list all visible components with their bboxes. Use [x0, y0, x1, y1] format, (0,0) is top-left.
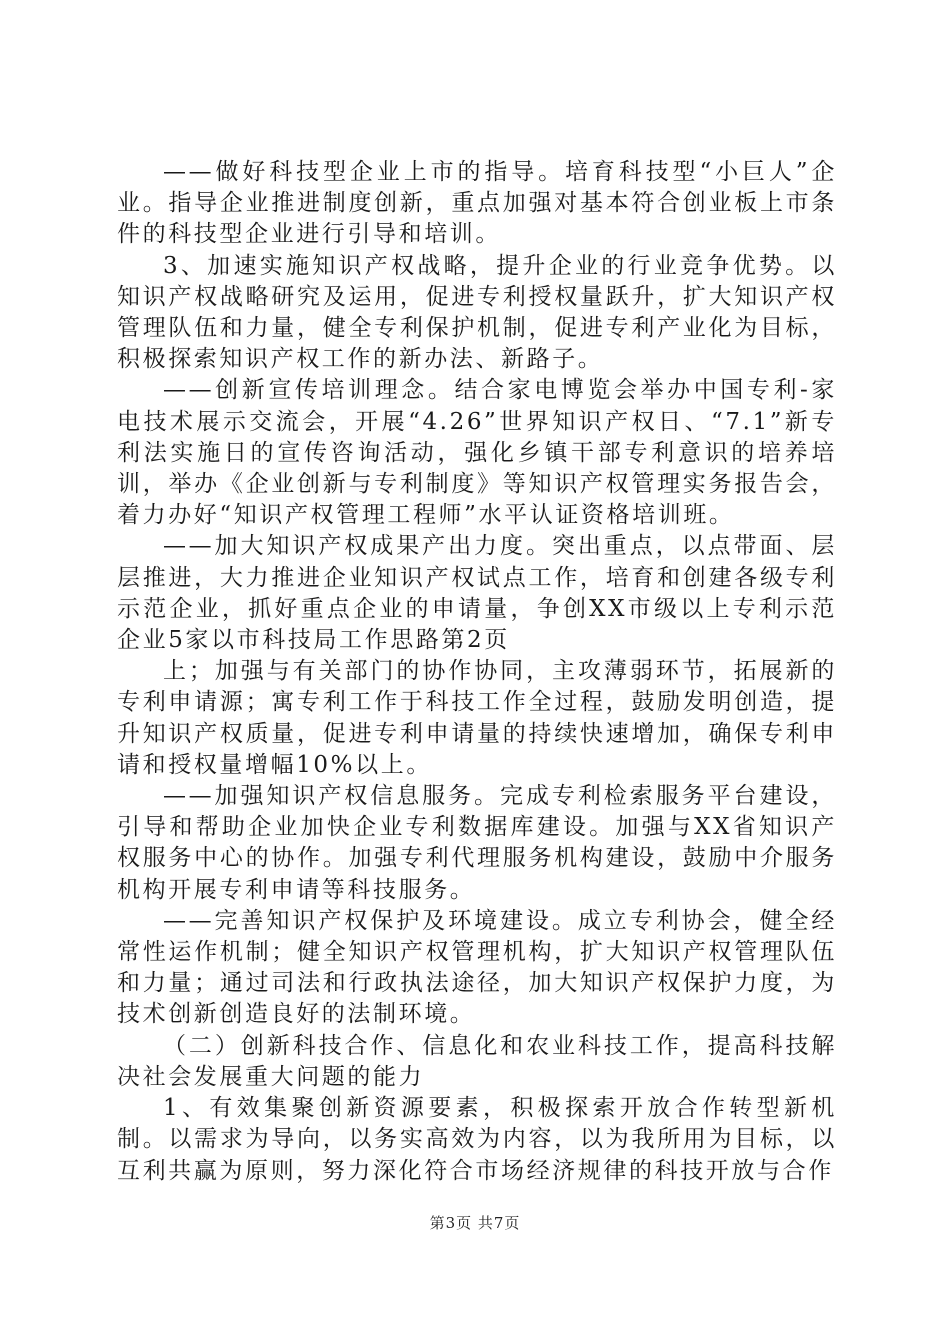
- paragraph-section-heading-2: （二）创新科技合作、信息化和农业科技工作，提高科技解决社会发展重大问题的能力: [117, 1032, 837, 1090]
- paragraph-publicity-training: ——创新宣传培训理念。结合家电博览会举办中国专利-家电技术展示交流会，开展“4.26”世界知识产权日、“7.1”新专利法实施日的宣传咨询活动，强化乡镇干部专利意识的培养培训，举办《企业创新与专利制度》等知识产权管理实务报告会，着力办好“知识产权管理工程师”水平认证资格培训班。: [117, 377, 837, 529]
- paragraph-innovation-resources: 1、有效集聚创新资源要素，积极探索开放合作转型新机制。以需求为导向，以务实高效为内容，以为我所用为目标，以互利共赢为原则，努力深化符合市场经济规律的科技开放与合作: [117, 1095, 837, 1184]
- paragraph-listing-guidance: ——做好科技型企业上市的指导。培育科技型“小巨人”企业。指导企业推进制度创新，重点加强对基本符合创业板上市条件的科技型企业进行引导和培训。: [117, 159, 837, 248]
- document-body: [117, 157, 837, 1187]
- paragraph-ip-protection: ——完善知识产权保护及环境建设。成立专利协会，健全经常性运作机制；健全知识产权管理机构，扩大知识产权管理队伍和力量；通过司法和行政执法途径，加大知识产权保护力度，为技术创新创造良好的法制环境。: [117, 907, 837, 1028]
- paragraph-ip-strategy: 3、加速实施知识产权战略，提升企业的行业竞争优势。以知识产权战略研究及运用，促进专利授权量跃升，扩大知识产权管理队伍和力量，健全专利保护机制，促进专利产业化为目标，积极探索知识产权工作的新办法、新路子。: [117, 252, 837, 373]
- paragraph-patent-applications: 上；加强与有关部门的协作协同，主攻薄弱环节，拓展新的专利申请源；寓专利工作于科技工作全过程，鼓励发明创造，提升知识产权质量，促进专利申请量的持续快速增加，确保专利申请和授权量增幅10%以上。: [117, 658, 837, 778]
- paragraph-ip-output: ——加大知识产权成果产出力度。突出重点，以点带面、层层推进，大力推进企业知识产权试点工作，培育和创建各级专利示范企业，抓好重点企业的申请量，争创XX市级以上专利示范企业5家以市科技局工作思路第2页: [117, 533, 837, 654]
- paragraph-ip-information-service: ——加强知识产权信息服务。完成专利检索服务平台建设，引导和帮助企业加快企业专利数据库建设。加强与XX省知识产权服务中心的协作。加强专利代理服务机构建设，鼓励中介服务机构开展专利申请等科技服务。: [117, 783, 837, 903]
- page-number-footer: 第3页 共7页: [429, 1214, 521, 1232]
